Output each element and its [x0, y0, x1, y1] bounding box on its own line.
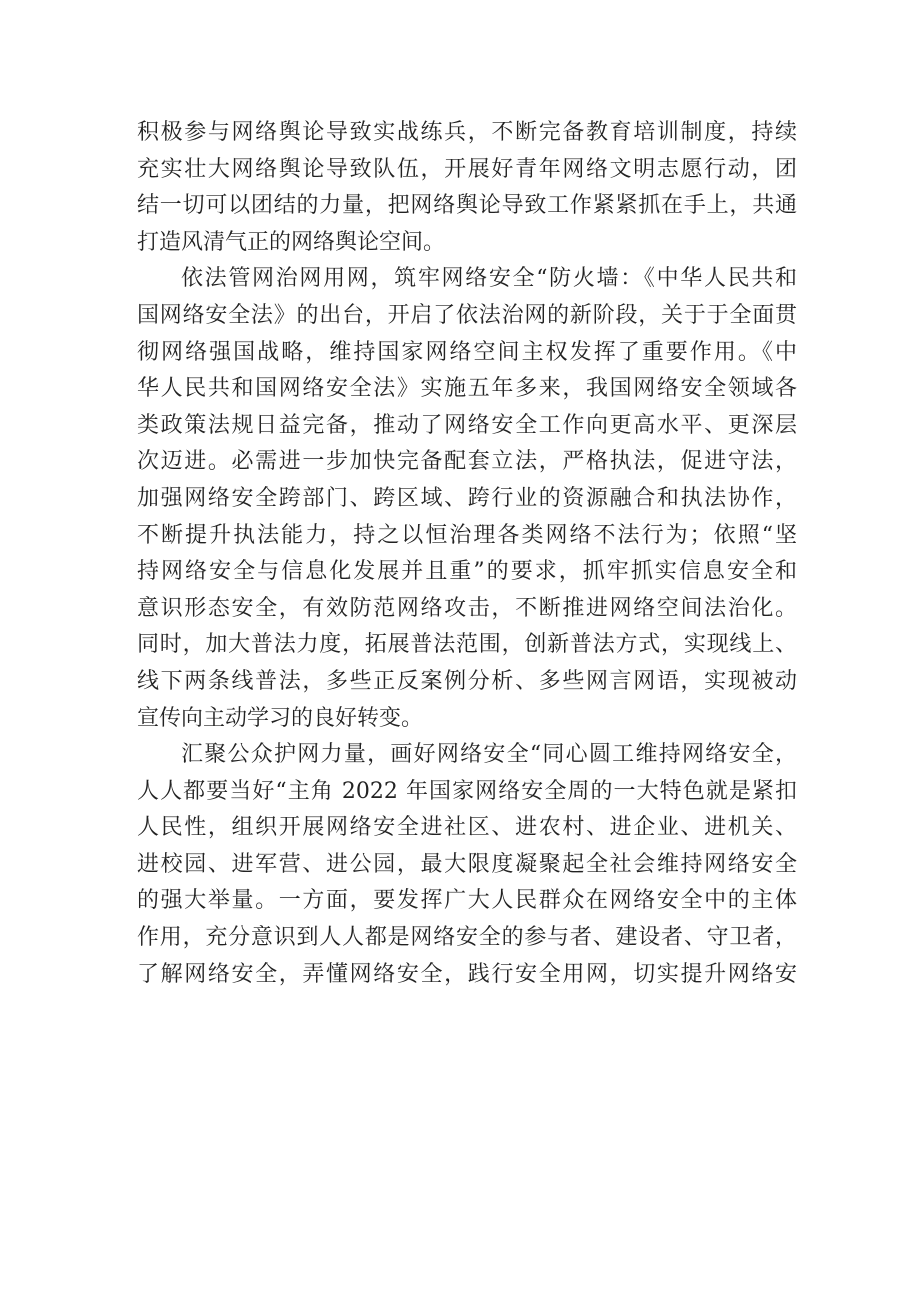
- document-body: [137, 115, 797, 993]
- text-line: 作用，充分意识到人人都是网络安全的参与者、建设者、守卫者，: [137, 925, 797, 951]
- text-line: 了解网络安全，弄懂网络安全，践行安全用网，切实提升网络安: [137, 961, 797, 987]
- text-line: 持网络安全与信息化发展并且重”的要求，抓牢抓实信息安全和: [137, 559, 797, 585]
- text-line: 华人民共和国网络安全法》实施五年多来，我国网络安全领域各: [137, 376, 797, 402]
- text-line: 依法管网治网用网，筑牢网络安全“防火墙：《中华人民共和: [181, 266, 797, 292]
- text-line: 结一切可以团结的力量，把网络舆论导致工作紧紧抓在手上，共通: [137, 193, 797, 219]
- text-line: 不断提升执法能力，持之以恒治理各类网络不法行为；依照“坚: [137, 522, 797, 548]
- text-line: 线下两条线普法，多些正反案例分析、多些网言网语，实现被动: [137, 668, 797, 694]
- text-line: 的强大举量。一方面，要发挥广大人民群众在网络安全中的主体: [137, 888, 797, 914]
- text-line: 充实壮大网络舆论导致队伍，开展好青年网络文明志愿行动，团: [137, 156, 797, 182]
- text-line: 人人都要当好“主角 2022 年国家网络安全周的一大特色就是紧扣: [137, 778, 797, 804]
- text-line: 积极参与网络舆论导致实战练兵，不断完备教育培训制度，持续: [137, 120, 797, 145]
- text-line: 加强网络安全跨部门、跨区域、跨行业的资源融合和执法协作，: [137, 485, 797, 511]
- text-line: 人民性，组织开展网络安全进社区、进农村、进企业、进机关、: [137, 815, 797, 841]
- text-line: 彻网络强国战略，维持国家网络空间主权发挥了重要作用。《中: [137, 339, 797, 365]
- text-line: 进校园、进军营、进公园，最大限度凝聚起全社会维持网络安全: [137, 851, 797, 877]
- text-line: 打造风清气正的网络舆论空间。: [137, 229, 446, 255]
- text-line: 同时，加大普法力度，拓展普法范围，创新普法方式，实现线上、: [137, 632, 797, 658]
- text-line: 国网络安全法》的出台，开启了依法治网的新阶段，关于于全面贯: [137, 302, 797, 328]
- text-line: 汇聚公众护网力量，画好网络安全“同心圆工维持网络安全，: [181, 742, 797, 768]
- text-line: 意识形态安全，有效防范网络攻击，不断推进网络空间法治化。: [137, 595, 797, 621]
- text-line: 类政策法规日益完备，推动了网络安全工作向更高水平、更深层: [137, 412, 797, 438]
- text-line: 次迈进。必需进一步加快完备配套立法，严格执法，促进守法，: [137, 449, 797, 475]
- text-line: 宣传向主动学习的良好转变。: [137, 705, 424, 731]
